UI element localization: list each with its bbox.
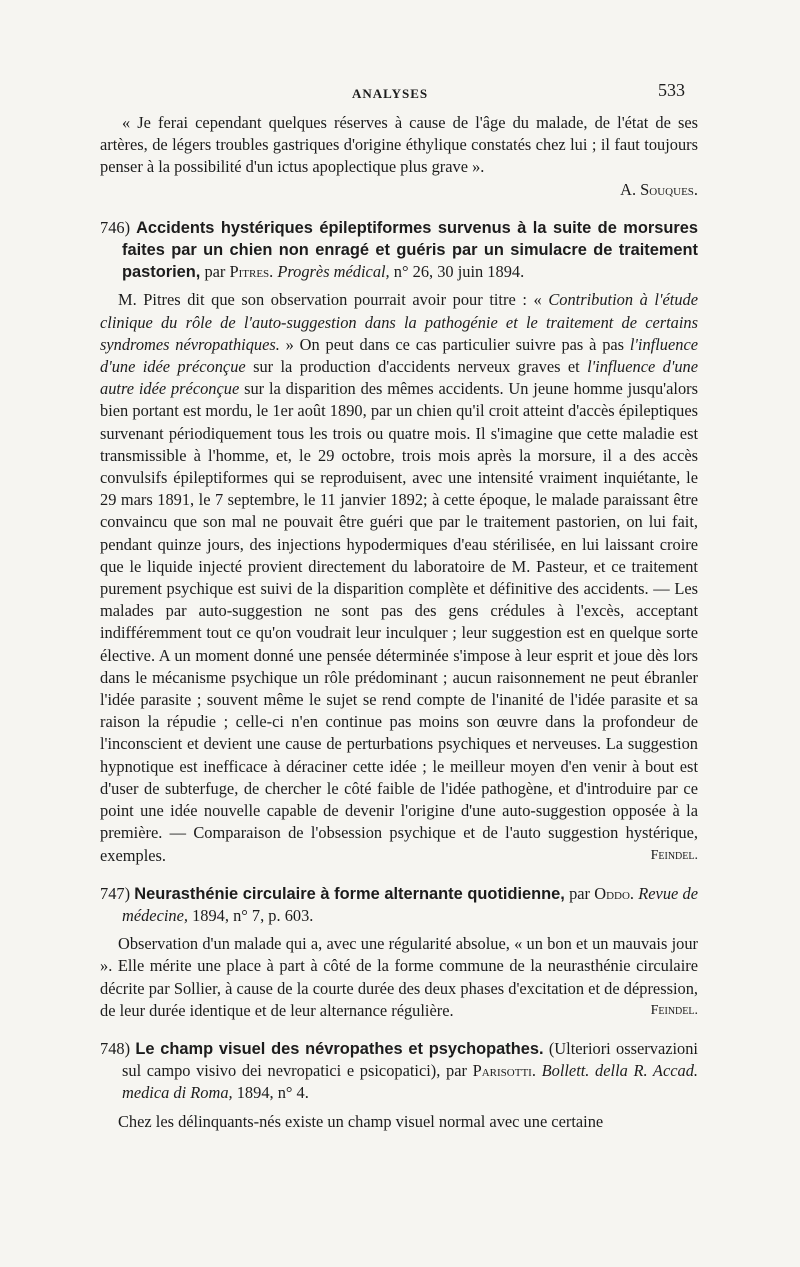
body-italic: l'influence d'une autre idée préconçue [100, 357, 698, 399]
entry-748-heading [100, 1038, 698, 1105]
entry-by: par [446, 1061, 467, 1081]
entry-signature: Feindel. [650, 847, 698, 863]
entry-journal: Revue de médecine, [122, 883, 698, 925]
entry-747-heading [100, 883, 698, 927]
entry-title: Neurasthénie circulaire à forme alternante quotidienne, [134, 884, 565, 903]
entry-journal: Progrès médical, [277, 262, 390, 282]
body-text: sur la disparition des mêmes accidents. Un jeune homme jusqu'alors bien portant est mordu, le 1er août 1890, par un chien qu'il croit atteint d'accès épileptiques survenant périodiquement tous les trois ou quatre mois. Il s'imagine que cette maladie est transmissible à l'homme, et, le 29 octobre, trois mois après la morsure, il a des accès convulsifs épileptiformes qui se reproduisent, avec une intensité vraiment inquiétante, le 29 mars 1891, le 7 septembre, le 11 janvier 1892; à cette époque, le malade paraissant être convaincu que son mal ne pouvait être guéri que par le traitement pastorien, on lui fait, pendant quinze jours, des injections hypodermiques d'eau stérilisée, en lui laissant croire que le liquide injecté provient directement du laboratoire de M. Pasteur, et ce traitement purement psychique est suivi de la disparition complète et définitive des accidents. — Les malades par auto-suggestion ne sont pas des gens crédules à l'excès, acceptant indifféremment tout ce qu'on voudrait leur inculquer ; leur suggestion est en quelque sorte élective. A un moment donné une pensée déterminée s'impose à leur esprit et joue dès lors dans le mécanisme psychique un rôle prédominant ; aucun raisonnement ne peut ébranler l'idée parasite ; souvent même le sujet se rend compte de l'inanité de l'idée parasite et sa raison la répudie ; celle-ci n'en continue pas moins son œuvre dans la profondeur de l'inconscient et devient une cause de perturbations psychiques et nerveuses. La suggestion hypnotique est inefficace à déraciner cette idée ; le meilleur moyen d'en venir à bout est d'user de subterfuge, de chercher le côté faible de l'idée pathogène, et d'introduire par ce point une idée nouvelle capable de devenir l'origine d'une auto-suggestion opposée à la première. — Comparaison de l'obsession psychique et de l'auto suggestion hystérique, exemples. [100, 379, 698, 865]
page-number: 533 [658, 80, 685, 100]
body-italic: l'influence d'une idée préconçue [100, 334, 698, 377]
entry-details: 1894, n° 4. [236, 1083, 309, 1103]
entry-number: 747) [100, 883, 131, 903]
intro-signature: A. Souques. [620, 179, 698, 199]
body-italic: Contribution à l'étude clinique du rôle de l'auto-suggestion dans la pathogénie et le traitement de certains syndromes névropathiques. [100, 290, 698, 354]
entry-subtitle: (Ulteriori osservazioni sul campo visivo dei nevropatici e psicopatici), [122, 1038, 698, 1081]
entry-748-body: Chez les délinquants-nés existe un champ visuel normal avec une certaine [118, 1111, 604, 1131]
entry-author: Parisotti. [472, 1061, 536, 1081]
entry-747-body [100, 933, 698, 1022]
entry-by: par [569, 883, 591, 903]
body-text: » On peut dans ce cas particulier suivre pas à pas [285, 334, 625, 354]
body-text: Observation d'un malade qui a, avec une régularité absolue, « un bon et un mauvais jour ». Elle mérite une place à part à côté de la forme commune de la neurasthénie circulaire décrite par Sollier, à cause de la courte durée des deux phases d'excitation et de dépression, de leur durée identique et de leur alternance régulière. [100, 934, 698, 1020]
page-header [0, 80, 800, 104]
entry-by: par [204, 262, 226, 282]
entry-746-heading [100, 217, 698, 284]
entry-746-body [100, 289, 698, 866]
entry-number: 748) [100, 1038, 131, 1058]
entry-author: Oddo. [594, 883, 635, 903]
intro-paragraph: « Je ferai cependant quelques réserves à cause de l'âge du malade, de l'état de ses artères, de légers troubles gastriques d'origine éthylique constatés chez lui ; il faut toujours penser à la possibilité d'un ictus apoplectique plus grave ». [100, 113, 698, 177]
entry-journal: Bollett. della R. Accad. medica di Roma, [122, 1061, 698, 1103]
entry-title: Accidents hystériques épileptiformes survenus à la suite de morsures faites par un chien non enragé et guéris par un simulacre de traitement pastorien, [122, 218, 698, 282]
running-head: ANALYSES [352, 86, 429, 101]
entry-author: Pitres. [229, 262, 274, 282]
body-text: sur la production d'accidents nerveux graves et [253, 357, 580, 377]
body-text: M. Pitres dit que son observation pourrait avoir pour titre : « [118, 290, 542, 310]
entry-details: n° 26, 30 juin 1894. [393, 262, 525, 282]
entry-details: 1894, n° 7, p. 603. [192, 905, 314, 925]
entry-title: Le champ visuel des névropathes et psychopathes. [135, 1039, 544, 1058]
entry-signature: Feindel. [650, 1002, 698, 1018]
page-content [100, 112, 698, 1133]
entry-number: 746) [100, 217, 131, 237]
